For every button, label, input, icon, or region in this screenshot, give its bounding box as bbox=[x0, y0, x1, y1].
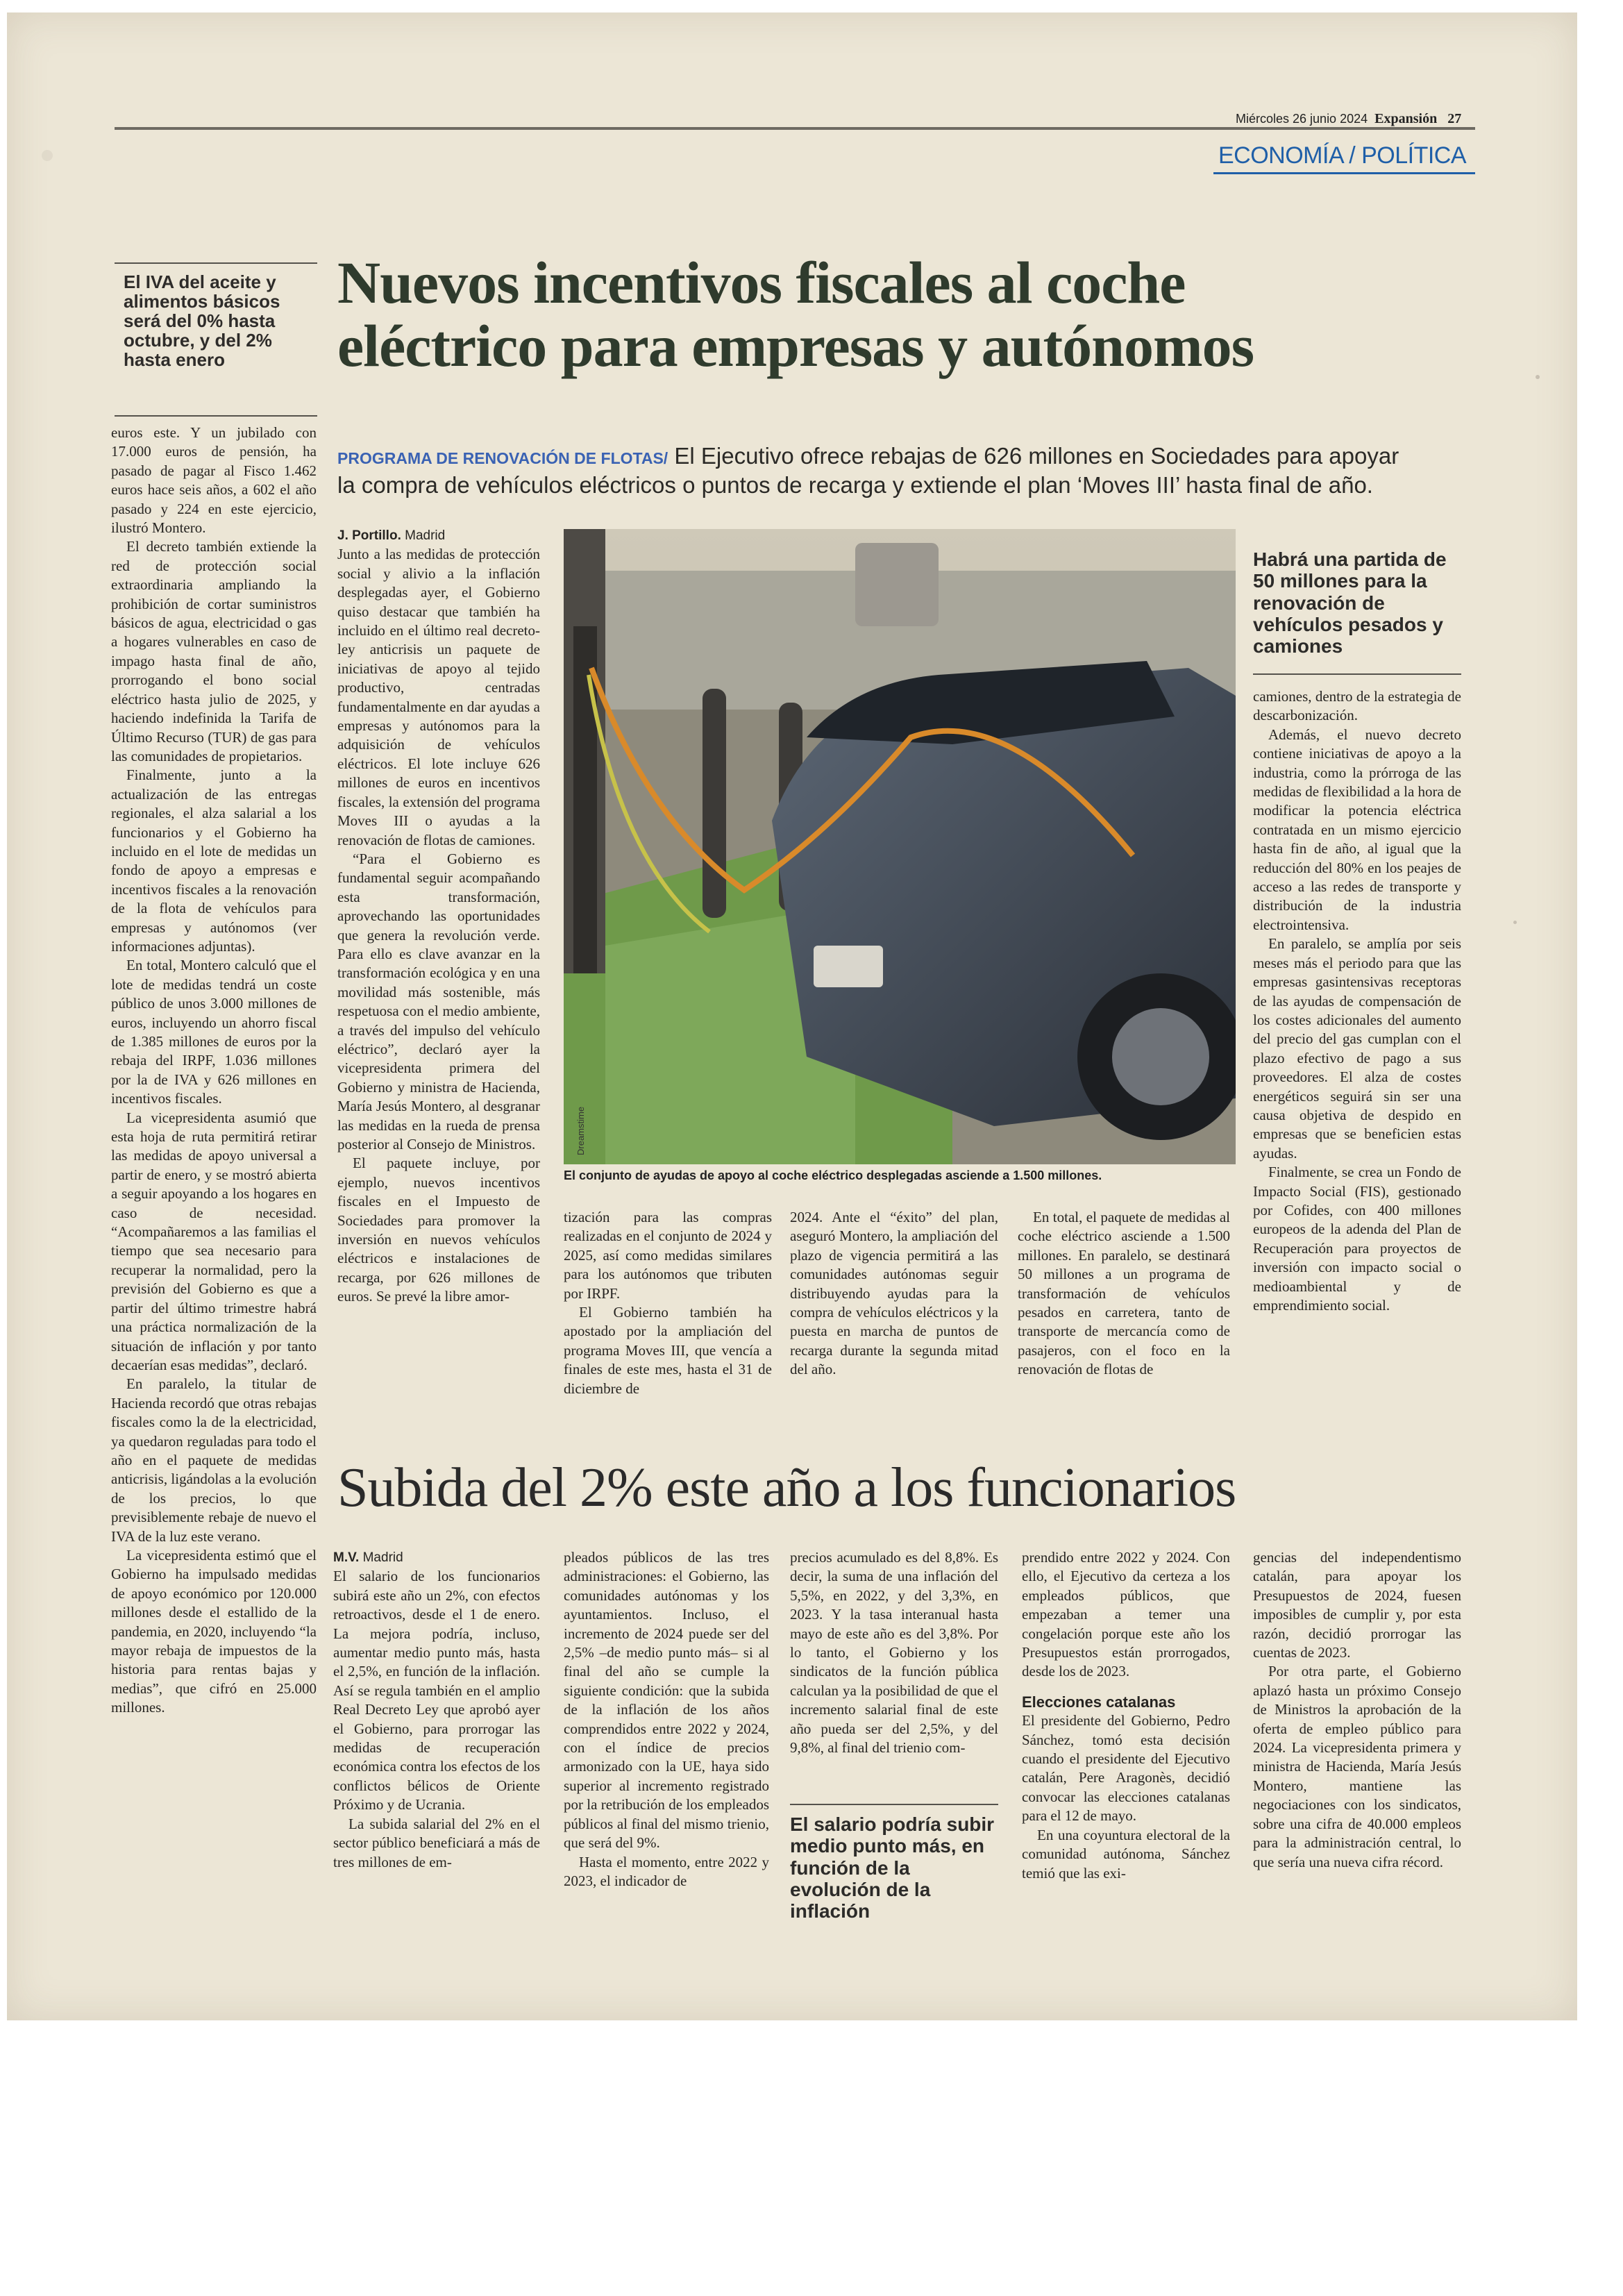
article1-paragraph: camiones, dentro de la estrategia de descarbonización. bbox=[1253, 688, 1461, 724]
scan-speck bbox=[1536, 375, 1540, 379]
photo-credit: Dreamstime bbox=[575, 1106, 586, 1155]
article1-column-1 bbox=[337, 526, 540, 1307]
section-underline bbox=[1213, 172, 1475, 174]
section-title: ECONOMÍA / POLÍTICA bbox=[1218, 142, 1467, 169]
article2-byline bbox=[333, 1548, 540, 1567]
header-rule bbox=[115, 127, 1475, 130]
byline-place: Madrid bbox=[362, 1550, 403, 1565]
sidebar-paragraph: La vicepresidenta asumió que esta hoja de ruta permitirá retirar las medidas de apoyo universal a partir de enero, y se mostró abierta a seguir apoyando a los hogares en caso de necesidad. “Acompañaremos a las familias el tiempo que sea necesario para recuperar la normalidad, pero la previsión del Gobierno es que a partir del último trimestre habrá una práctica normalización de la situación de inflación y por tanto decaerían esas medidas”, declaró. bbox=[111, 1109, 317, 1373]
header-date: Miércoles 26 junio 2024 bbox=[1236, 112, 1368, 126]
article2-paragraph: prendido entre 2022 y 2024. Con ello, el Ejecutivo da certeza a los empleados públicos, que empezaban a temer una congelación porque este año los Presupuestos están prorrogados, desde los de 2023. bbox=[1022, 1549, 1230, 1680]
article2-paragraph: Por otra parte, el Gobierno aplazó hasta un próximo Consejo de Ministros la aprobación de la oferta de empleo público para 2024. La vicepresidenta primera y ministra de Hacienda, María Jesús Montero, mantiene las negociaciones con los sindicatos, sobre una cifra de 40.000 empleos para la administración central, lo que sería una nueva cifra récord. bbox=[1253, 1663, 1461, 1870]
article1-paragraph: En paralelo, se amplía por seis meses más el periodo para que las empresas gasintensivas receptoras de las ayudas de compensación de los costes adicionales del aumento del precio del gas cumplan con el plazo efectivo de pago a sus proveedores. El alza de costes energéticos seguirá sin ser una causa objetiva de despido en empresas que se beneficien estas ayudas. bbox=[1253, 935, 1461, 1162]
article2-column-3 bbox=[790, 1548, 998, 1757]
article2-column-4 bbox=[1022, 1548, 1230, 1883]
article1-paragraph: “Para el Gobierno es fundamental seguir acompañando esta transformación, aprovechando las oportunidades que genera la revolución verde. Para ello es clave avanzar en la transformación ecológica y en una movilidad más sostenible, más respetuosa con el medio ambiente, a través del impulso del vehículo eléctrico”, declaró ayer la vicepresidenta primera del Gobierno y ministra de Hacienda, María Jesús Montero, al desgranar las medidas en la rueda de prensa posterior al Consejo de Ministros. bbox=[337, 850, 540, 1153]
sidebar-kicker: El IVA del aceite y alimentos básicos será del 0% hasta octubre, y del 2% hasta enero bbox=[124, 271, 280, 371]
sidebar-paragraph: El decreto también extiende la red de protección social extraordinaria ampliando la prohibición de cortar suministros básicos de agua, electricidad o gas a hogares vulnerables en caso de impago hasta final de año, prorrogando el bono social eléctrico hasta julio de 2025, y haciendo indefinida la Tarifa de Último Recurso (TUR) de gas para las comunidades de propietarios. bbox=[111, 538, 317, 764]
article1-paragraph: Además, el nuevo decreto contiene iniciativas de apoyo a la industria, como la prórroga de las medidas de flexibilidad a la hora de modificar la potencia eléctrica contratada en un mismo ejercicio hasta fin de año, al igual que la reducción del 80% en los peajes de acceso a las redes de transporte y distribución de la industria electrointensiva. bbox=[1253, 726, 1461, 933]
article1-paragraph: Finalmente, se crea un Fondo de Impacto Social (FIS), gestionado por Cofides, con 400 millones europeos de la adenda del Plan de Recuperación para proyectos de inversión con impacto social o medioambiental y de emprendimiento social. bbox=[1253, 1164, 1461, 1314]
article2-paragraph: pleados públicos de las tres administraciones: el Gobierno, las comunidades autónomas y los ayuntamientos. Incluso, el incremento de 2024 puede ser del 2,5% –de medio punto más– si al final del año se cumple la siguiente condición: que la subida de la inflación de los años comprendidos entre 2022 y 2024, con el índice de precios armonizado con la UE, haya sido superior al incremento registrado por la retribución de los empleados públicos al final del mismo trienio, que será del 9%. bbox=[564, 1549, 769, 1852]
article1-headline-line1: Nuevos incentivos fiscales al coche bbox=[337, 249, 1186, 316]
article1-lead-line1: El Ejecutivo ofrece rebajas de 626 millones en Sociedades para apoyar bbox=[674, 443, 1399, 469]
article1-paragraph: 2024. Ante el “éxito” del plan, aseguró Montero, la ampliación del plazo de vigencia permitirá a las comunidades autónomas seguir distribuyendo ayudas para la compra de vehículos eléctricos y la puesta en marcha de puntos de recarga durante la segunda mitad del año. bbox=[790, 1209, 998, 1378]
article1-paragraph: En total, el paquete de medidas al coche eléctrico asciende a 1.500 millones. En paralelo, se destinará 50 millones a un programa de transformación de vehículos pesados en carretera, tanto de transporte de mercancía como de pasajeros, con el foco en la renovación de flotas de bbox=[1018, 1209, 1230, 1378]
article2-paragraph: Hasta el momento, entre 2022 y 2023, el indicador de bbox=[564, 1853, 769, 1889]
sidebar-paragraph: euros este. Y un jubilado con 17.000 euros de pensión, ha pasado de pagar al Fisco 1.462 euros hace seis años, a 602 el año pasado y 224 en este ejercicio, ilustró Montero. bbox=[111, 424, 317, 537]
article1-byline bbox=[337, 526, 540, 545]
sidebar-paragraph: Finalmente, junto a la actualización de las entregas regionales, el alza salarial a los funcionarios y el Gobierno ha incluido en el lote de medidas un fondo de apoyo a empresas e incentivos fiscales a la renovación de la flota de vehículos para empresas y autónomos (ver informaciones adjuntas). bbox=[111, 766, 317, 955]
article2-paragraph: El presidente del Gobierno, Pedro Sánchez, tomó esta decisión cuando el presidente del Ejecutivo catalán, Pere Aragonès, decidió convocar las elecciones catalanas para el 12 de mayo. bbox=[1022, 1712, 1230, 1825]
article2-column-1 bbox=[333, 1548, 540, 1872]
photo-caption: El conjunto de ayudas de apoyo al coche eléctrico desplegadas asciende a 1.500 millones. bbox=[564, 1168, 1102, 1182]
article2-paragraph: La subida salarial del 2% en el sector público beneficiará a más de tres millones de em- bbox=[333, 1815, 540, 1870]
scan-speck bbox=[1513, 921, 1517, 924]
scan-speck bbox=[42, 150, 53, 161]
sidebar-column bbox=[111, 424, 317, 1718]
byline-place: Madrid bbox=[405, 528, 446, 543]
sidebar-paragraph: En total, Montero calculó que el lote de medidas tendrá un coste público de unos 3.000 millones de euros, incluyendo un ahorro fiscal de 1.385 millones de euros por la rebaja del IRPF, 1.036 millones por la de IVA y 626 millones en incentivos fiscales. bbox=[111, 957, 317, 1107]
sidebar-paragraph: La vicepresidenta estimó que el Gobierno ha impulsado medidas de apoyo económico por 120.000 millones desde el estallido de la pandemia, en 2020, incluyendo “la mayor rebaja de impuestos de la historia para rentas bajas y medias”, que cifró en 25.000 millones. bbox=[111, 1546, 317, 1716]
article1-lead-line2: la compra de vehículos eléctricos o puntos de recarga y extiende el plan ‘Moves III’ hasta final de año. bbox=[337, 472, 1373, 498]
pull-quote-rule bbox=[790, 1804, 998, 1805]
article2-column-2 bbox=[564, 1548, 769, 1891]
article1-headline bbox=[337, 251, 1254, 378]
article2-paragraph: El salario de los funcionarios subirá este año un 2%, con efectos retroactivos, desde el 1 de enero. La mejora podría, incluso, aumentar medio punto más, hasta el 2,5%, en función de la inflación. Así se regula también en el amplio Real Decreto Ley que aprobó ayer el Gobierno, para prorrogar las medidas de recuperación económica contra los efectos de los conflictos bélicos de Oriente Próximo y de Ucrania. bbox=[333, 1568, 540, 1813]
article1-lead bbox=[337, 442, 1490, 500]
photo-illustration bbox=[564, 529, 1236, 1164]
article1-paragraph: El paquete incluye, por ejemplo, nuevos incentivos fiscales en el Impuesto de Sociedades para promover la inversión en nuevos vehículos eléctricos e instalaciones de recarga, por 626 millones de euros. Se prevé la libre amor- bbox=[337, 1155, 540, 1305]
article2-headline: Subida del 2% este año a los funcionarios bbox=[337, 1457, 1236, 1518]
article1-paragraph: tización para las compras realizadas en el conjunto de 2024 y 2025, así como medidas similares para los autónomos que tributen por IRPF. bbox=[564, 1209, 772, 1302]
article1-column-5 bbox=[1253, 687, 1461, 1315]
header-page-number: 27 bbox=[1447, 111, 1462, 126]
byline-author: M.V. bbox=[333, 1550, 360, 1565]
byline-author: J. Portillo. bbox=[337, 528, 401, 543]
sidebar-paragraph: En paralelo, la titular de Hacienda recordó que otras rebajas fiscales como la de la electricidad, ya quedaron reguladas para todo el año en el paquete de medidas anticrisis, ligándolas a la evolución de los precios, lo que previsiblemente rebaje de nuevo el IVA de la luz este verano. bbox=[111, 1375, 317, 1545]
article1-paragraph: Junto a las medidas de protección social y alivio a la inflación desplegadas ayer, el Gobierno quiso destacar que también ha incluido en el último real decreto-ley anticrisis un paquete de iniciativas de apoyo al tejido productivo, centradas fundamentalmente en dar ayudas a empresas y autónomos para la adquisición de vehículos eléctricos. El lote incluye 626 millones de euros en incentivos fiscales, la extensión del programa Moves III o ayudas a la renovación de flotas de camiones. bbox=[337, 546, 540, 848]
article2-pull-quote: El salario podría subir medio punto más, en función de la evolución de la inflación bbox=[790, 1813, 995, 1922]
page-header-info bbox=[1236, 111, 1461, 127]
sidebar-top-rule bbox=[115, 262, 317, 264]
article2-paragraph: En una coyuntura electoral de la comunidad autónoma, Sánchez temió que las exi- bbox=[1022, 1826, 1230, 1882]
article1-headline-line2: eléctrico para empresas y autónomos bbox=[337, 312, 1254, 380]
article2-subhead: Elecciones catalanas bbox=[1022, 1693, 1176, 1711]
pull-quote-rule bbox=[1253, 673, 1461, 675]
article1-column-3 bbox=[790, 1208, 998, 1380]
article2-paragraph: gencias del independentismo catalán, para apoyar los Presupuestos de 2024, fuesen imposibles de cumplir y, por esta razón, decidió prorrogar las cuentas de 2023. bbox=[1253, 1549, 1461, 1661]
article2-paragraph: precios acumulado es del 8,8%. Es decir, la suma de una inflación del 5,5%, en 2022, y del 3,3%, en 2023. Y la tasa interanual hasta mayo de este año es del 3,8%. Por lo tanto, el Gobierno y los sindicatos de la función pública calculan ya la posibilidad de que el incremento salarial final de este año pueda ser del 2,5%, y del 9,8%, al final del trienio com- bbox=[790, 1549, 998, 1757]
sidebar-bottom-rule bbox=[115, 415, 317, 417]
article1-pull-quote: Habrá una partida de 50 millones para la renovación de vehículos pesados y camiones bbox=[1253, 548, 1447, 657]
article1-column-2 bbox=[564, 1208, 772, 1398]
article1-column-4 bbox=[1018, 1208, 1230, 1380]
article1-paragraph: El Gobierno también ha apostado por la ampliación del programa Moves III, que vencía a finales de este mes, hasta el 31 de diciembre de bbox=[564, 1304, 772, 1397]
header-paper-name: Expansión bbox=[1374, 111, 1438, 126]
article2-column-5 bbox=[1253, 1548, 1461, 1872]
electric-car-charging-photo bbox=[564, 529, 1236, 1164]
article1-kicker: PROGRAMA DE RENOVACIÓN DE FLOTAS/ bbox=[337, 449, 668, 467]
